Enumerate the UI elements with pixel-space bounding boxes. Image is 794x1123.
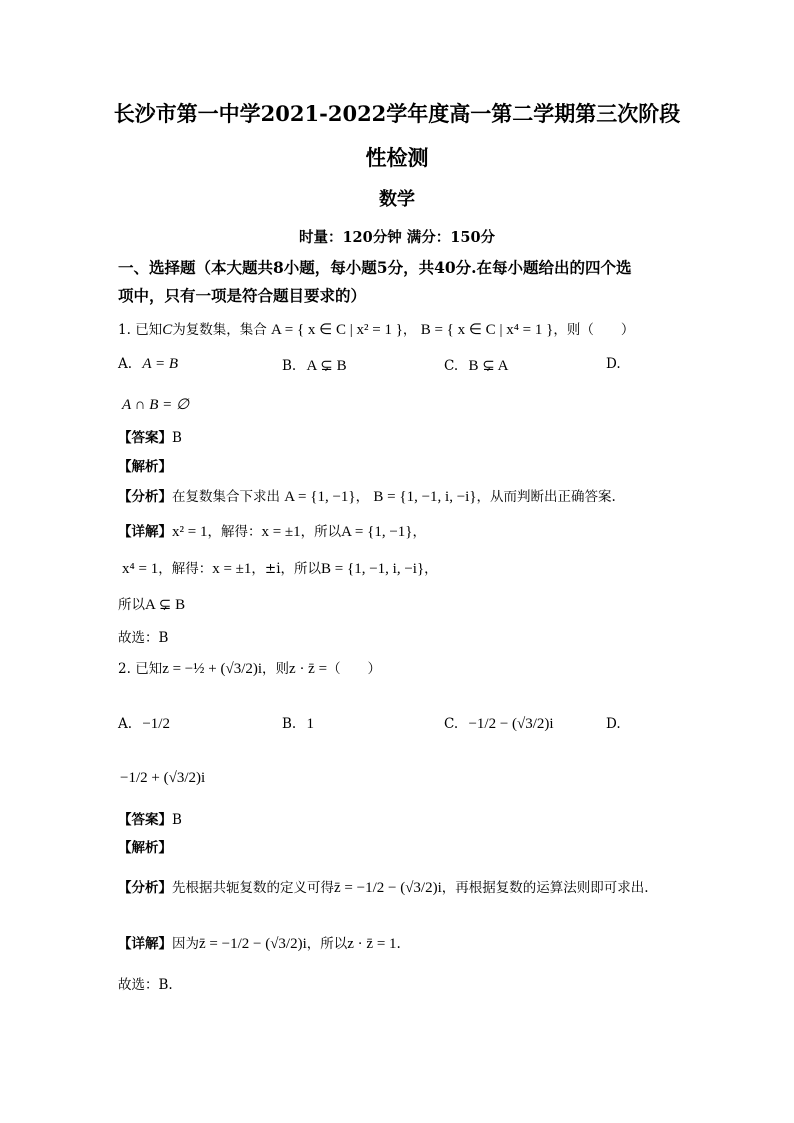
q2-detail-result: z · z̄ = 1 — [347, 936, 397, 952]
time-score-info: 时量：120分钟 满分：150分 — [298, 229, 496, 246]
q1-answer-label: 【答案】 — [118, 430, 172, 446]
q2-option-c — [444, 716, 554, 733]
q1-stem-mid: 为复数集，集合 — [172, 322, 267, 338]
q1-answer — [118, 426, 182, 446]
q2-option-b-text: 1 — [306, 716, 315, 732]
q1-detail-eq1: x² = 1 — [172, 524, 208, 540]
q1-detail-mid1: ，解得： — [207, 524, 262, 540]
q2-analysis — [118, 876, 649, 897]
q2-answer — [118, 808, 182, 828]
q2-answer-label: 【答案】 — [118, 812, 172, 828]
q1-option-c-text: B ⊊ A — [468, 358, 509, 374]
q1-stem-prefix: 已知 — [135, 322, 163, 338]
q1-detail-pm: ，±i，所以 — [251, 561, 322, 577]
q2-option-c-label: C. — [444, 716, 459, 732]
exam-title-line2: 性检测 — [365, 145, 429, 170]
q1-stem-end: ，则（ ） — [553, 322, 635, 338]
q2-option-a — [118, 716, 170, 733]
q2-option-a-text: −1/2 — [142, 716, 170, 732]
section-heading-line2: 项中，只有一项是符合题目要求的） — [118, 286, 367, 305]
q1-jiexi-label: 【解析】 — [118, 459, 172, 475]
q1-detail-set2: B = {1, −1, i, −i} — [321, 561, 425, 577]
subject-heading: 数学 — [379, 189, 415, 210]
q2-stem-expr: z · z̄ = — [289, 661, 328, 677]
q2-detail-zbar: z̄ = −1/2 − (√3/2)i — [199, 936, 307, 952]
q1-detail-label: 【详解】 — [118, 524, 172, 540]
q2-option-b-label: B. — [282, 716, 297, 732]
q1-detail-sol2: x = ±1 — [212, 561, 252, 577]
q2-option-b — [282, 716, 314, 733]
section-heading-line1: 一、选择题（本大题共8小题，每小题5分，共40分.在每小题给出的四个选 — [118, 258, 632, 277]
q2-analysis-text2: ，再根据复数的运算法则即可求出. — [441, 880, 649, 896]
q2-option-d-label: D. — [606, 716, 621, 732]
q1-option-d-text: A ∩ B = ∅ — [122, 397, 190, 413]
q2-jiexi-label: 【解析】 — [118, 840, 172, 856]
q1-set-b: B = { x ∈ C | x⁴ = 1 } — [420, 322, 554, 338]
q1-option-a-label: A. — [118, 356, 133, 372]
q1-detail-so1: ，所以 — [300, 524, 342, 540]
q1-detail-eq2: x⁴ = 1 — [122, 561, 159, 577]
q1-option-d-label: D. — [606, 356, 621, 372]
q1-option-a-text: A = B — [142, 356, 179, 372]
q1-detail-line2: x⁴ = 1，解得：x = ±1，±i，所以B = {1, −1, i, −i}， — [122, 561, 438, 577]
q1-detail-mid2: ，解得： — [158, 561, 213, 577]
q2-stem-z: z = −½ + (√3/2)i — [162, 661, 263, 677]
q1-detail-sol1: x = ±1 — [261, 524, 301, 540]
q2-stem-end: （ ） — [327, 661, 382, 677]
q2-answer-value: B — [172, 812, 182, 828]
q1-stem: 1. 已知C为复数集，集合 A = { x ∈ C | x² = 1 }， B = { x ∈ C | x⁴ = 1 }，则（ ） — [118, 322, 635, 338]
q1-option-c — [444, 356, 509, 375]
q1-analysis-text2: ，从而判断出正确答案. — [476, 489, 616, 505]
q2-analysis-zbar: z̄ = −1/2 − (√3/2)i — [334, 880, 442, 896]
q1-conclusion: 故选：B — [118, 630, 169, 646]
q1-detail-line3 — [118, 593, 185, 614]
q1-set-a: A = { x ∈ C | x² = 1 } — [271, 322, 403, 338]
q1-detail-text3: 所以 — [118, 597, 145, 613]
q1-option-a — [118, 356, 178, 373]
q1-stem-c: C — [162, 322, 173, 338]
q2-option-c-text: −1/2 − (√3/2)i — [468, 716, 554, 732]
q1-detail-set1: A = {1, −1} — [341, 524, 413, 540]
q1-analysis-set-b: B = {1, −1, i, −i} — [373, 489, 477, 505]
q2-detail-text2: ，所以 — [306, 936, 348, 952]
q1-option-b-label: B. — [282, 358, 297, 374]
q2-stem-mid: ，则 — [262, 661, 290, 677]
q1-option-b-text: A ⊊ B — [306, 358, 347, 374]
exam-title-line1: 长沙市第一中学2021-2022学年度高一第二学期第三次阶段 — [113, 101, 681, 126]
q2-analysis-label: 【分析】 — [118, 880, 172, 896]
q2-detail-text1: 因为 — [172, 936, 199, 952]
q1-analysis-set-a: A = {1, −1} — [284, 489, 356, 505]
q2-detail — [118, 932, 401, 953]
q1-answer-value: B — [172, 430, 182, 446]
q1-detail-line1: 【详解】x² = 1，解得：x = ±1，所以A = {1, −1}， — [118, 524, 426, 540]
q2-analysis-text1: 先根据共轭复数的定义可得 — [172, 880, 334, 896]
q2-option-d-text: −1/2 + (√3/2)i — [120, 770, 206, 786]
q2-stem — [118, 657, 381, 678]
q1-option-b — [282, 356, 347, 375]
q1-analysis-label: 【分析】 — [118, 489, 172, 505]
q2-option-a-label: A. — [118, 716, 133, 732]
q1-detail-rel: A ⊊ B — [145, 597, 186, 613]
q2-detail-end: . — [396, 936, 401, 952]
q2-stem-prefix: 已知 — [135, 661, 163, 677]
q1-option-c-label: C. — [444, 358, 459, 374]
q1-analysis: 【分析】在复数集合下求出 A = {1, −1}， B = {1, −1, i, −i}，从而判断出正确答案. — [118, 489, 616, 505]
q2-conclusion: 故选：B. — [118, 977, 173, 993]
q2-number: 2. — [118, 661, 131, 677]
q1-analysis-text1: 在复数集合下求出 — [172, 489, 280, 505]
q1-number: 1. — [118, 322, 131, 338]
q2-detail-label: 【详解】 — [118, 936, 172, 952]
